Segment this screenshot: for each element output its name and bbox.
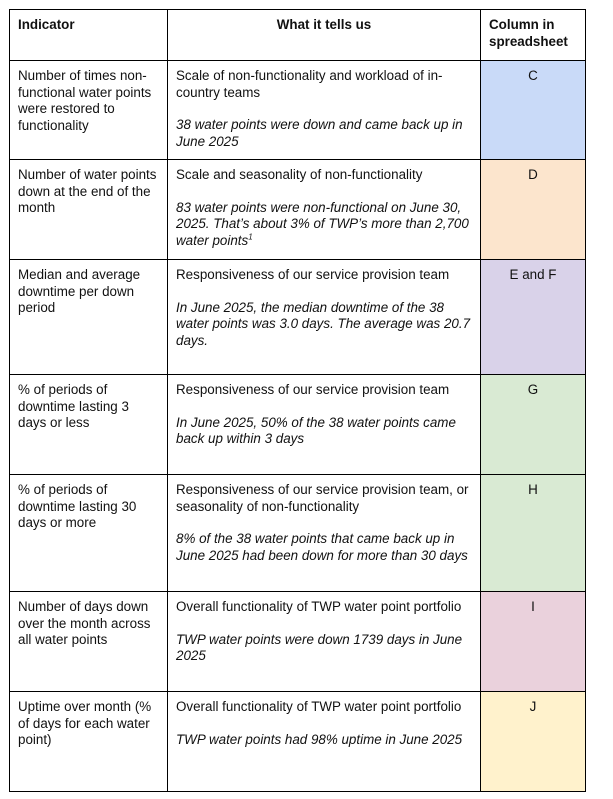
meaning-cell xyxy=(168,592,481,692)
table-header-row xyxy=(10,10,586,61)
table-row xyxy=(10,160,586,260)
table-row xyxy=(10,592,586,692)
footnote-marker: 1 xyxy=(248,232,253,242)
meaning-text: Responsiveness of our service provision team xyxy=(176,267,450,282)
indicator-cell: Number of times non-functional water points were restored to functionality xyxy=(10,61,168,160)
column-letter-cell: H xyxy=(481,475,586,592)
meaning-cell xyxy=(168,260,481,375)
indicators-table-container xyxy=(9,9,586,792)
indicator-cell: Uptime over month (% of days for each water point) xyxy=(10,692,168,792)
meaning-text: Responsiveness of our service provision team xyxy=(176,382,450,397)
indicator-cell: % of periods of downtime lasting 3 days or less xyxy=(10,375,168,475)
column-letter-cell: D xyxy=(481,160,586,260)
meaning-text: Overall functionality of TWP water point portfolio xyxy=(176,599,462,614)
header-what-it-tells-us: What it tells us xyxy=(168,10,481,61)
column-letter-cell: C xyxy=(481,61,586,160)
meaning-text: Scale and seasonality of non-functionality xyxy=(176,167,423,182)
table-row xyxy=(10,475,586,592)
indicator-cell: Median and average downtime per down period xyxy=(10,260,168,375)
table-row xyxy=(10,375,586,475)
column-letter-cell: G xyxy=(481,375,586,475)
indicator-cell: Number of water points down at the end of the month xyxy=(10,160,168,260)
meaning-text: Overall functionality of TWP water point portfolio xyxy=(176,699,462,714)
column-letter-cell: I xyxy=(481,592,586,692)
example-text: In June 2025, 50% of the 38 water points came back up within 3 days xyxy=(176,414,456,447)
table-row xyxy=(10,260,586,375)
indicator-cell: % of periods of downtime lasting 30 days or more xyxy=(10,475,168,592)
header-column-in-spreadsheet: Column in spreadsheet xyxy=(481,10,586,61)
meaning-cell xyxy=(168,692,481,792)
meaning-text: Scale of non-functionality and workload of in-country teams xyxy=(176,68,443,100)
table-row xyxy=(10,692,586,792)
header-indicator: Indicator xyxy=(10,10,168,61)
example-text: TWP water points had 98% uptime in June 2025 xyxy=(176,731,463,747)
example-text-body: 83 water points were non-functional on June 30, 2025. That’s about 3% of TWP’s more than 2,700 water points xyxy=(176,199,469,249)
example-text xyxy=(176,200,472,250)
meaning-cell xyxy=(168,375,481,475)
meaning-text: Responsiveness of our service provision team, or seasonality of non-functionality xyxy=(176,482,469,514)
table-row xyxy=(10,61,586,160)
example-text: TWP water points were down 1739 days in June 2025 xyxy=(176,631,463,664)
meaning-cell xyxy=(168,475,481,592)
column-letter-cell: E and F xyxy=(481,260,586,375)
indicator-cell: Number of days down over the month across all water points xyxy=(10,592,168,692)
meaning-cell xyxy=(168,160,481,260)
meaning-cell xyxy=(168,61,481,160)
indicators-table xyxy=(9,9,586,792)
example-text: In June 2025, the median downtime of the 38 water points was 3.0 days. The average was 20.7 days. xyxy=(176,299,471,349)
example-text: 38 water points were down and came back up in June 2025 xyxy=(176,117,463,150)
column-letter-cell: J xyxy=(481,692,586,792)
example-text: 8% of the 38 water points that came back up in June 2025 had been down for more than 30 days xyxy=(176,531,468,564)
